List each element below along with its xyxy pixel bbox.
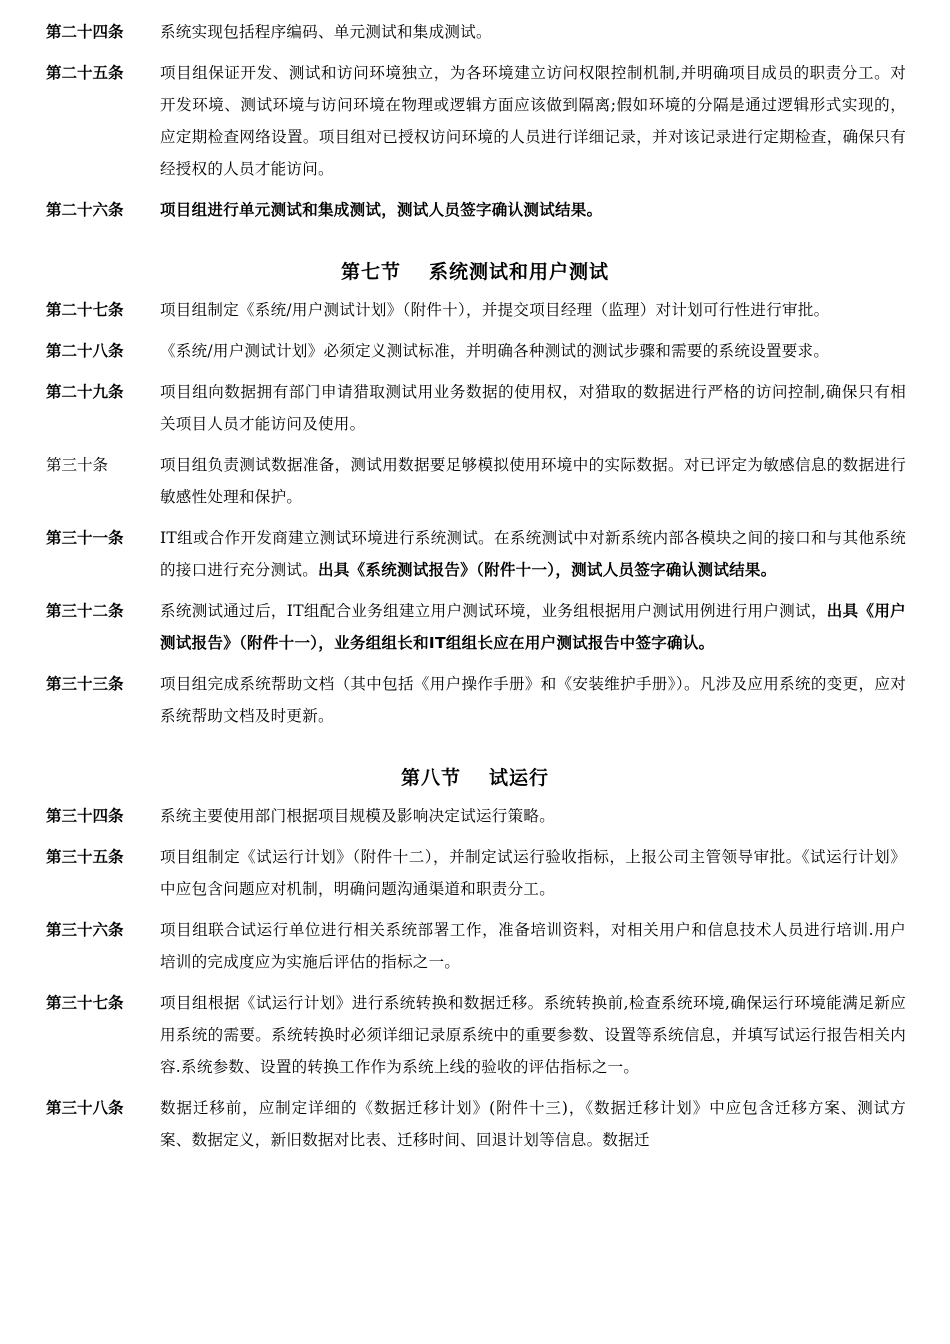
article-text: 项目组制定《系统/用户测试计划》（附件十），并提交项目经理（监理）对计划可行性进行审批。	[160, 301, 830, 319]
article-number: 第三十二条	[46, 602, 124, 620]
article-33	[0, 668, 950, 732]
article-text: 《系统/用户测试计划》必须定义测试标准，并明确各种测试的测试步骤和需要的系统设置要求。	[160, 342, 830, 360]
article-31	[0, 522, 950, 586]
section-label: 第七节	[340, 261, 401, 283]
article-text-plain: 系统测试通过后，IT组配合业务组建立用户测试环境，业务组根据用户测试用例进行用户测试，	[160, 602, 827, 620]
article-38	[0, 1092, 950, 1156]
article-26	[0, 194, 950, 226]
article-text: 系统实现包括程序编码、单元测试和集成测试。	[160, 23, 492, 41]
article-37	[0, 987, 950, 1083]
article-27	[0, 294, 950, 326]
section-title: 试运行	[489, 767, 550, 789]
article-text: 项目组向数据拥有部门申请猎取测试用业务数据的使用权，对猎取的数据进行严格的访问控制,确保只有相关项目人员才能访问及使用。	[160, 383, 906, 433]
section-heading-7	[0, 256, 950, 288]
article-text-bold: 出具《系统测试报告》（附件十一），测试人员签字确认测试结果。	[318, 561, 777, 579]
document-page	[0, 16, 950, 1165]
article-24	[0, 16, 950, 48]
article-number: 第二十四条	[46, 23, 124, 41]
article-number: 第二十五条	[46, 64, 124, 82]
article-text: 项目组完成系统帮助文档（其中包括《用户操作手册》和《安装维护手册》）。凡涉及应用系统的变更，应对系统帮助文档及时更新。	[160, 675, 906, 725]
article-number: 第三十八条	[46, 1099, 124, 1117]
article-text-bold: 出具《用户测试报告》（附件十一），业务组组长和IT组组长应在用户测试报告中签字确认。	[160, 602, 906, 652]
article-text: 项目组保证开发、测试和访问环境独立，为各环境建立访问权限控制机制,并明确项目成员的职责分工。对开发环境、测试环境与访问环境在物理或逻辑方面应该做到隔离;假如环境的分隔是通过逻辑形式实现的，应定期检查网络设置。项目组对已授权访问环境的人员进行详细记录，并对该记录进行定期检查，确保只有经授权的人员才能访问。	[160, 64, 906, 178]
article-number: 第三十四条	[46, 807, 124, 825]
article-number: 第三十条	[46, 456, 109, 474]
article-text: 项目组根据《试运行计划》进行系统转换和数据迁移。系统转换前,检查系统环境,确保运行环境能满足新应用系统的需要。系统转换时必须详细记录原系统中的重要参数、设置等系统信息，并填写试运行报告相关内容.系统参数、设置的转换工作作为系统上线的验收的评估指标之一。	[160, 994, 906, 1076]
article-36	[0, 914, 950, 978]
article-text	[160, 522, 906, 586]
article-text: 项目组联合试运行单位进行相关系统部署工作，准备培训资料，对相关用户和信息技术人员进行培训.用户培训的完成度应为实施后评估的指标之一。	[160, 921, 906, 971]
article-text: 系统主要使用部门根据项目规模及影响决定试运行策略。	[160, 807, 556, 825]
section-label: 第八节	[400, 767, 461, 789]
article-number: 第三十五条	[46, 848, 124, 866]
article-number: 第二十七条	[46, 301, 124, 319]
article-text-plain: IT组或合作开发商建立测试环境进行系统测试。在系统测试中对新系统内部各模块之间的接口和与其他系统的接口进行充分测试。	[160, 529, 906, 579]
article-35	[0, 841, 950, 905]
article-number: 第三十三条	[46, 675, 124, 693]
article-34	[0, 800, 950, 832]
article-29	[0, 376, 950, 440]
article-28	[0, 335, 950, 367]
article-number: 第二十八条	[46, 342, 124, 360]
article-text: 项目组制定《试运行计划》（附件十二），并制定试运行验收指标，上报公司主管领导审批。《试运行计划》中应包含问题应对机制，明确问题沟通渠道和职责分工。	[160, 848, 906, 898]
article-number: 第三十七条	[46, 994, 124, 1012]
article-number: 第三十六条	[46, 921, 124, 939]
article-text	[160, 595, 906, 659]
section-title: 系统测试和用户测试	[429, 261, 610, 283]
section-heading-8	[0, 762, 950, 794]
article-text: 项目组进行单元测试和集成测试，测试人员签字确认测试结果。	[160, 201, 603, 219]
article-number: 第二十九条	[46, 383, 124, 401]
article-text: 项目组负责测试数据准备，测试用数据要足够模拟使用环境中的实际数据。对已评定为敏感信息的数据进行敏感性处理和保护。	[160, 456, 906, 506]
article-number: 第二十六条	[46, 201, 124, 219]
article-30	[0, 449, 950, 513]
article-32	[0, 595, 950, 659]
article-text: 数据迁移前，应制定详细的《数据迁移计划》(附件十三)，《数据迁移计划》中应包含迁移方案、测试方案、数据定义，新旧数据对比表、迁移时间、回退计划等信息。数据迁	[160, 1099, 906, 1149]
article-25	[0, 57, 950, 185]
article-number: 第三十一条	[46, 529, 124, 547]
